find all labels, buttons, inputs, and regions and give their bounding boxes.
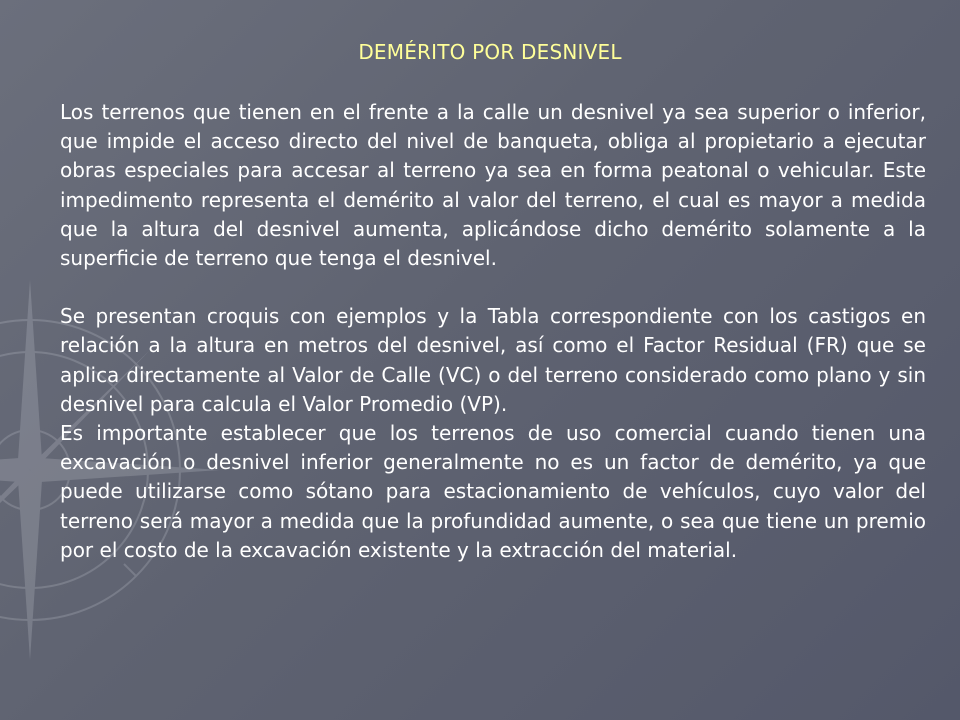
paragraph-2: Se presentan croquis con ejemplos y la Tabla correspondiente con los castigos en relación a la altura en metros del desnivel, así como el Factor Residual (FR) que se aplica directamente al Valor de Calle (VC) o del terreno considerado como plano y sin desnivel para calcula el Valor Promedio (VP). [60,304,926,416]
paragraph-3: Es importante establecer que los terrenos de uso comercial cuando tienen una excavación o desnivel inferior generalmente no es un factor de demérito, ya que puede utilizarse como sótano para estacionamiento de vehículos, cuyo valor del terreno será mayor a medida que la profundidad aumente, o sea que tiene un premio por el costo de la excavación existente y la extracción del material. [60,421,926,562]
slide-title: DEMÉRITO POR DESNIVEL [358,40,622,64]
paragraph-1: Los terrenos que tienen en el frente a la calle un desnivel ya sea superior o inferior, que impide el acceso directo del nivel de banqueta, obliga al propietario a ejecutar obras especiales para accesar al terreno ya sea en forma peatonal o vehicular. Este impedimento representa el demérito al valor del terreno, el cual es mayor a medida que la altura del desnivel aumenta, aplicándose dicho demérito solamente a la superficie de terreno que tenga el desnivel. [60,100,926,271]
paragraph-gap [60,273,926,302]
body-text [60,98,926,565]
